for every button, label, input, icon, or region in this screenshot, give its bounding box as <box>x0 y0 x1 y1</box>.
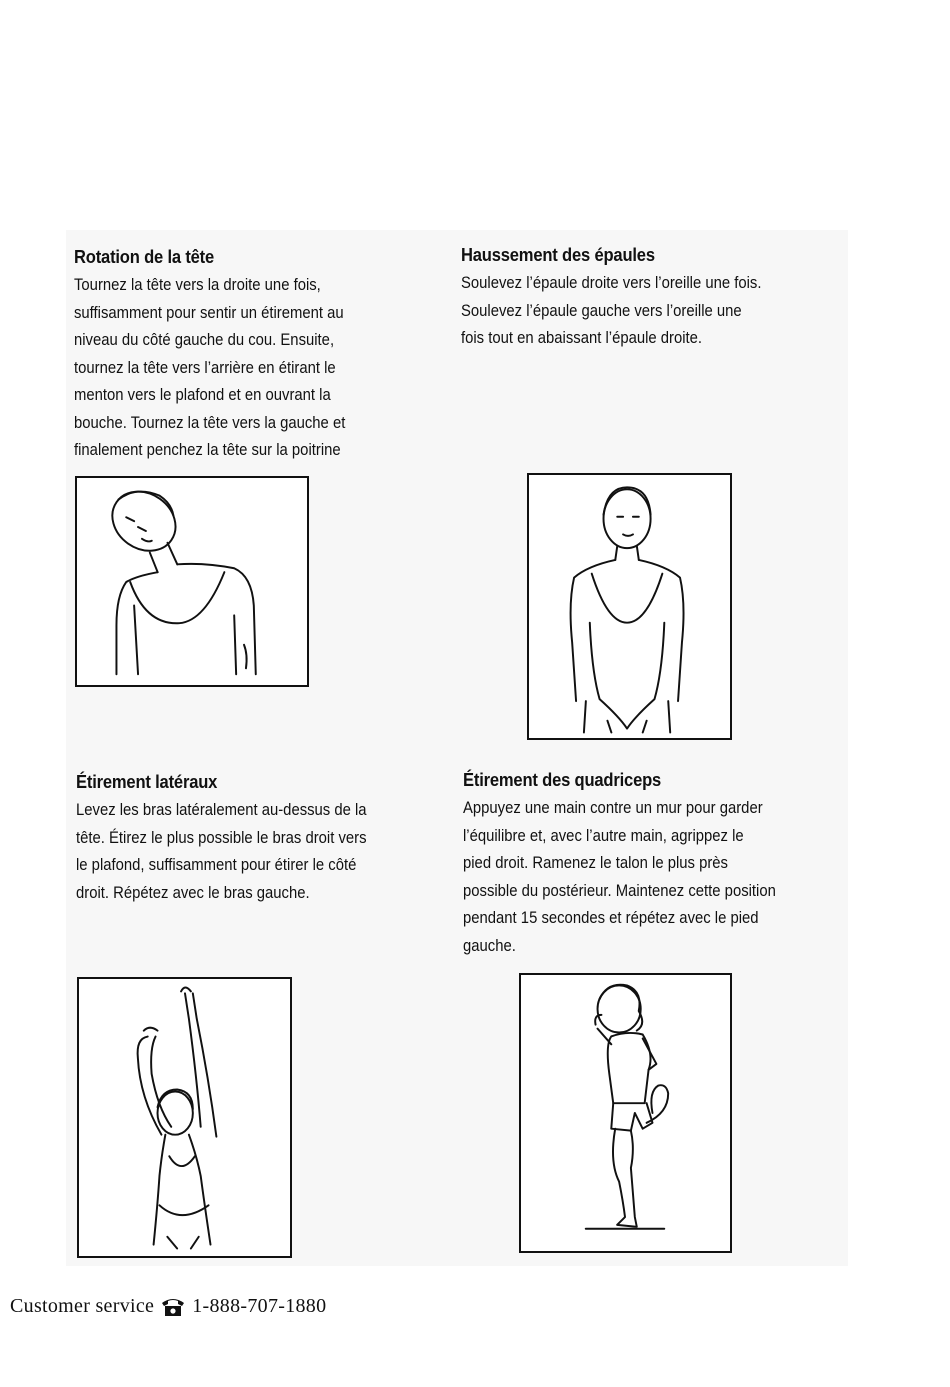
text-line: le plafond, suffisamment pour étirer le côté <box>76 856 357 874</box>
section-title: Étirement latéraux <box>76 772 218 792</box>
section-title: Rotation de la tête <box>74 247 215 267</box>
phone-number[interactable]: 1-888-707-1880 <box>192 1294 327 1317</box>
customer-service-footer <box>10 1293 326 1319</box>
text-line: l’équilibre et, avec l’autre main, agrippez le <box>463 826 744 845</box>
head-rotation-illustration <box>75 476 309 687</box>
customer-service-label: Customer service <box>10 1294 155 1317</box>
section-title: Haussement des épaules <box>461 245 655 265</box>
text-line: niveau du côté gauche du cou. Ensuite, <box>74 331 335 349</box>
text-line: tête. Étirez le plus possible le bras droit vers <box>76 828 367 847</box>
text-line: possible du postérieur. Maintenez cette position <box>463 881 776 900</box>
section-text <box>461 270 794 353</box>
shoulder-shrug-section <box>461 245 831 353</box>
text-line: Tournez la tête vers la droite une fois, <box>74 276 321 294</box>
text-line: Soulevez l’épaule gauche vers l’oreille une <box>461 301 742 320</box>
text-line: bouche. Tournez la tête vers la gauche et <box>74 413 346 432</box>
quad-stretch-section <box>463 770 843 960</box>
text-line: pied droit. Ramenez le talon le plus près <box>463 854 728 872</box>
text-line: suffisamment pour sentir un étirement au <box>74 303 344 322</box>
shoulder-shrug-figure <box>529 475 730 738</box>
side-stretch-section <box>76 772 436 907</box>
section-text <box>74 272 398 465</box>
shoulder-shrug-illustration <box>527 473 732 740</box>
text-line: pendant 15 secondes et répétez avec le pied <box>463 909 759 927</box>
text-line: droit. Répétez avec le bras gauche. <box>76 883 310 902</box>
text-line: fois tout en abaissant l’épaule droite. <box>461 329 703 347</box>
side-stretch-figure <box>79 979 290 1256</box>
text-line: Appuyez une main contre un mur pour garder <box>463 799 763 817</box>
text-line: finalement penchez la tête sur la poitrine <box>74 441 341 459</box>
text-line: menton vers le plafond et en ouvrant la <box>74 386 331 404</box>
head-rotation-figure <box>77 478 307 685</box>
quad-stretch-figure <box>521 975 730 1251</box>
section-title: Étirement des quadriceps <box>463 770 662 790</box>
section-text <box>76 797 400 907</box>
quad-stretch-illustration <box>519 973 732 1253</box>
text-line: Levez les bras latéralement au-dessus de la <box>76 801 367 819</box>
telephone-icon <box>160 1295 186 1317</box>
text-line: gauche. <box>463 936 516 955</box>
section-text <box>463 795 805 960</box>
text-line: Soulevez l’épaule droite vers l’oreille une fois. <box>461 274 762 292</box>
head-rotation-section <box>74 247 434 465</box>
side-stretch-illustration <box>77 977 292 1258</box>
text-line: tournez la tête vers l’arrière en étirant le <box>74 358 336 377</box>
